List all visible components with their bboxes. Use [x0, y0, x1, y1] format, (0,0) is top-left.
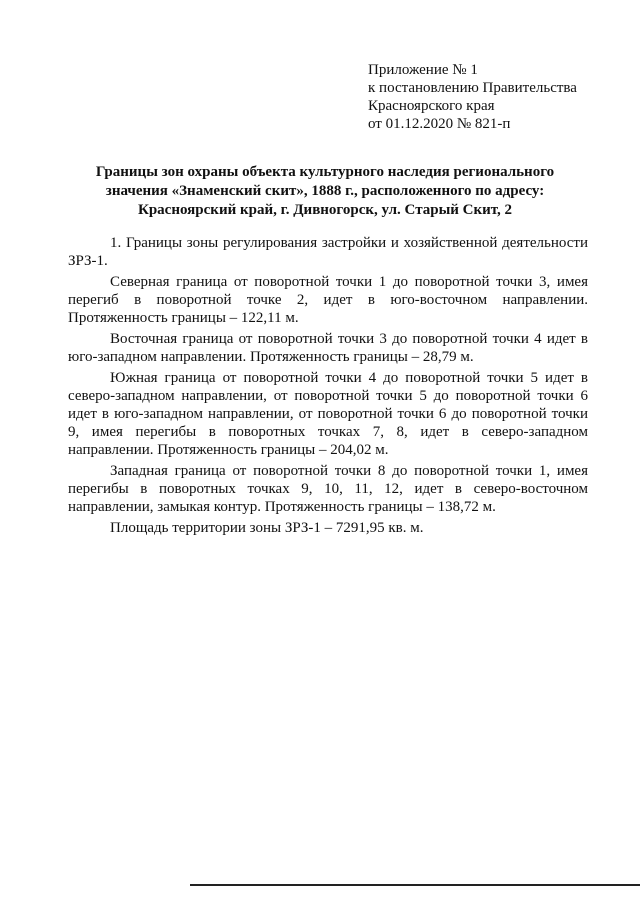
appendix-line: Приложение № 1 [368, 62, 478, 78]
title-line: Границы зон охраны объекта культурного наследия регионального [95, 164, 555, 180]
paragraph-zone-area: Площадь территории зоны ЗРЗ-1 – 7291,95 кв. м. [110, 520, 424, 536]
appendix-line: от 01.12.2020 № 821-п [368, 116, 511, 132]
title-line: Красноярский край, г. Дивногорск, ул. Старый Скит, 2 [137, 202, 513, 218]
paragraph-section-heading: 1. Границы зоны регулирования застройки и хозяйственной деятельности ЗРЗ-1. [68, 235, 588, 269]
document-title [60, 163, 590, 220]
appendix-block [368, 61, 628, 133]
appendix-line: к постановлению Правительства [368, 80, 577, 96]
paragraph-south-border: Южная граница от поворотной точки 4 до поворотной точки 5 идет в северо-западном направлении, от поворотной точки 5 до поворотной точки 6 идет в юго-западном направлении, от поворотной точки 6 до поворотной точки 9, имея перегибы в поворотных точках 7, 8, идет в северо-западном направлении. Протяженность границы – 204,02 м. [68, 370, 588, 458]
footer-divider [190, 884, 640, 886]
paragraph-west-border: Западная граница от поворотной точки 8 до поворотной точки 1, имея перегибы в поворотных точках 9, 10, 11, 12, идет в северо-восточном направлении, замыкая контур. Протяженность границы – 138,72 м. [68, 463, 588, 515]
title-line: значения «Знаменский скит», 1888 г., расположенного по адресу: [105, 183, 545, 199]
appendix-line: Красноярского края [368, 98, 495, 114]
document-body [68, 234, 588, 537]
paragraph-north-border: Северная граница от поворотной точки 1 до поворотной точки 3, имея перегиб в поворотной точке 2, идет в юго-восточном направлении. Протяженность границы – 122,11 м. [68, 274, 588, 326]
paragraph-east-border: Восточная граница от поворотной точки 3 до поворотной точки 4 идет в юго-западном направлении. Протяженность границы – 28,79 м. [68, 331, 588, 365]
